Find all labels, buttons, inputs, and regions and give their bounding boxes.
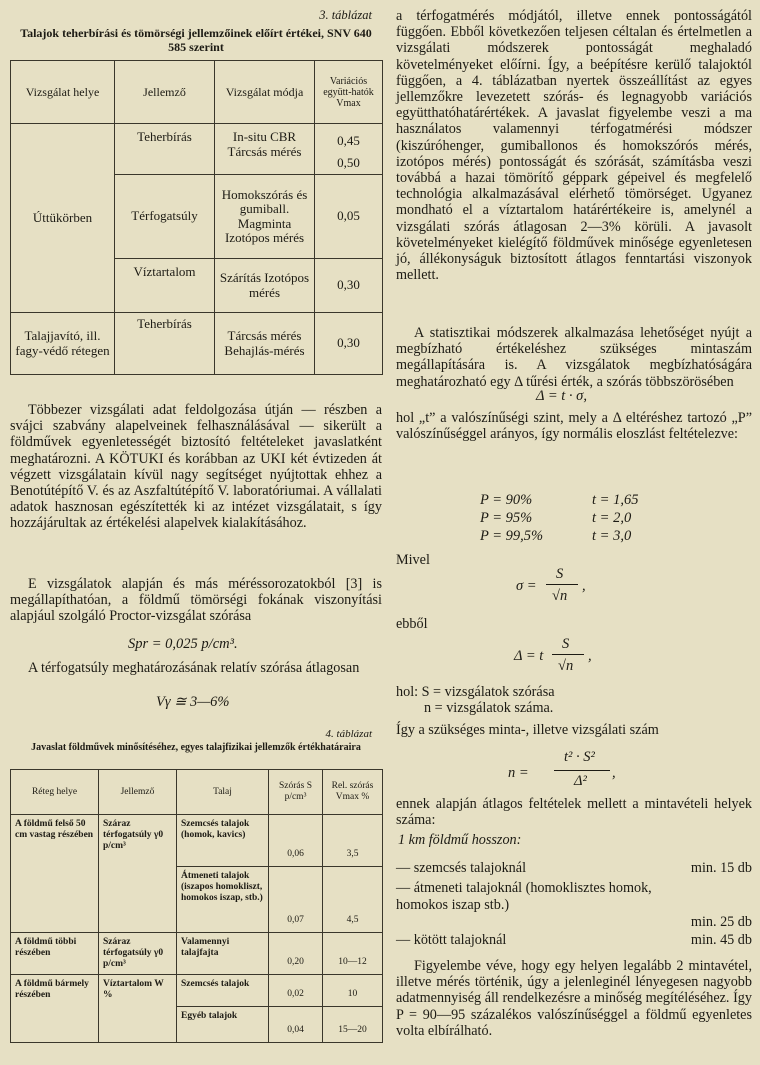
- table3-method: In-situ CBR Tárcsás mérés: [215, 124, 315, 175]
- n-end: ,: [612, 765, 616, 781]
- table4-characteristic: Száraz térfogatsúly γ0 p/cm³: [99, 815, 177, 933]
- probability-value: P = 99,5%: [480, 528, 544, 544]
- probability-value: P = 95%: [480, 510, 533, 526]
- equation-delta: Δ = t · σ,: [536, 388, 587, 404]
- label-ebbol: ebből: [396, 616, 428, 632]
- sigma-lhs: σ =: [516, 578, 537, 594]
- table-row: [11, 815, 383, 867]
- delta-numerator: S: [562, 636, 570, 652]
- table4-soil: Szemcsés talajok: [177, 975, 269, 1007]
- fraction-bar: [554, 770, 610, 771]
- table3-number: 3. táblázat: [319, 8, 372, 22]
- table3-value: 0,30: [315, 259, 383, 313]
- list-item-value: min. 25 db: [690, 914, 752, 930]
- table4-relative: 10: [323, 975, 383, 1007]
- table-row: [11, 975, 383, 1007]
- list-item: — kötött talajoknál: [396, 932, 507, 948]
- table4-layer: A földmű bármely részében: [11, 975, 99, 1043]
- sigma-end: ,: [582, 578, 586, 594]
- table3-value: 0,30: [315, 313, 383, 375]
- table3-value: 0,05: [315, 175, 383, 259]
- paragraph: Többezer vizsgálati adat feldolgozása útján — részben a svájci szabvány alapelveinek felhasználásával — sikerült a földművek egyenletességét biztosító feltételeket javaslatként meghatározni. A KÖTUKI és korábban az UKI két évtizeden át végzett vizsgálatain kívül nagy segítséget nyújtottak ehhez a Benotútépítő V. és az Aszfaltútépítő V. laboratóriumai. A vállalati adatok hasznosan egészítették ki az intézet vizsgálatait, s így hozzájárultak az értékelési alapelvek kialakításához.: [10, 402, 382, 532]
- table4-relative: 4,5: [323, 867, 383, 933]
- table4-deviation: 0,20: [269, 933, 323, 975]
- table3-characteristic: Teherbírás: [115, 313, 215, 375]
- delta-end: ,: [588, 648, 592, 664]
- paragraph: hol „t” a valószínűségi szint, mely a Δ eltéréshez tartozó „P” valószínűséggel arányos, így normális eloszlást feltételezve:: [396, 410, 752, 443]
- table3-header: Variációs együtt-hatók Vmax: [315, 61, 383, 124]
- paragraph: a térfogatmérés módjától, illetve ennek pontosságától függően. Ebből következően teljesen céltalan és értelmetlen a vizsgálati módszerek pontosságát meghaladó követelményeket előírni. Így, a beépítésre kerülő talajoktól függően, a 4. táblázatban nyertek összeállítást az egyes jellemzőkre levezetett szórás- és legnagyobb variációs együtthatóhatárértékek. A javaslat figyelembe veszi a ma használatos valamennyi térfogatmérési módszer (kiszúróhenger, gumiballonos és homokszórós mérés, izotópos mérés) pontosságát és szórását, számításba veszi továbbá a hazai tömörítő géppark gépeivel és megfelelő technológia alkalmazásával elérhető tömörséget. Ugyanez mondható el a víztartalom határértékeire is, amelynél a vizsgálati szórás átlagosan 2—3% körüli. A javasolt követelményeket kielégítő földművek minősége egyenletesen jó, állékonyságuk biztosított átlagos fenntartási viszonyok mellett.: [396, 8, 752, 284]
- list-item-value: min. 15 db: [690, 860, 752, 876]
- delta-lhs: Δ = t: [514, 648, 544, 664]
- fraction-bar: [546, 584, 578, 585]
- table4-deviation: 0,04: [269, 1007, 323, 1043]
- list-item: — átmeneti talajoknál (homoklisztes homok, homokos iszap stb.): [396, 880, 652, 913]
- label-mivel: Mivel: [396, 552, 430, 568]
- fraction-bar: [552, 654, 584, 655]
- table3-method: Tárcsás mérés Behajlás-mérés: [215, 313, 315, 375]
- sigma-numerator: S: [556, 566, 564, 582]
- table4-soil: Szemcsés talajok (homok, kavics): [177, 815, 269, 867]
- table4-relative: 10—12: [323, 933, 383, 975]
- table3-characteristic: Víztartalom: [115, 259, 215, 313]
- table-row: [11, 933, 383, 975]
- table3-value-1: 0,45: [337, 133, 360, 148]
- t-value: t = 2,0: [592, 510, 632, 526]
- n-denominator: Δ²: [574, 773, 587, 789]
- table3: [10, 60, 383, 375]
- table4-header: Szórás S p/cm³: [269, 770, 323, 815]
- table3-header: Vizsgálat módja: [215, 61, 315, 124]
- table-row: [11, 124, 383, 175]
- table3-header: Jellemző: [115, 61, 215, 124]
- n-numerator: t² · S²: [564, 749, 595, 765]
- table3-characteristic: Teherbírás: [115, 124, 215, 175]
- table4-header: Jellemző: [99, 770, 177, 815]
- equation-proctor: Spr = 0,025 p/cm³.: [128, 636, 238, 652]
- t-value: t = 3,0: [592, 528, 632, 544]
- table3-characteristic: Térfogatsúly: [115, 175, 215, 259]
- paragraph: Figyelembe véve, hogy egy helyen legalább 2 mintavétel, illetve mérés történik, úgy a jelenleginél lényegesen nagyobb adatmennyiség áll rendelkezésre a minőség megítéléséhez. Így P = 90—95 százalékos valószínűséggel a földmű egyenletes volta elbírálható.: [396, 958, 752, 1039]
- delta-denominator: √n: [558, 658, 574, 674]
- list-item-value: min. 45 db: [690, 932, 752, 948]
- table3-title: Talajok teherbírási és tömörségi jellemzőinek előírt értékei, SNV 640 585 szerint: [20, 26, 372, 54]
- table3-header-row: [11, 61, 383, 124]
- table4-soil: Valamennyi talajfajta: [177, 933, 269, 975]
- section-heading: 1 km földmű hosszon:: [398, 832, 522, 848]
- table4-header: Réteg helye: [11, 770, 99, 815]
- sigma-denominator: √n: [552, 588, 568, 604]
- table4-characteristic: Víztartalom W %: [99, 975, 177, 1043]
- table4-header: Talaj: [177, 770, 269, 815]
- paragraph: E vizsgálatok alapján és más méréssorozatokból [3] is megállapíthatóan, a földmű tömörségi fokának viszonyítási alapjául szolgáló Proctor-vizsgálat szórása: [10, 576, 382, 625]
- table4-relative: 15—20: [323, 1007, 383, 1043]
- n-lhs: n =: [508, 765, 529, 781]
- paragraph: ennek alapján átlagos feltételek mellett a mintavételi helyek száma:: [396, 796, 752, 829]
- table4-header: Rel. szórás Vmax %: [323, 770, 383, 815]
- table-row: [11, 313, 383, 375]
- table3-method: Homokszórás és gumiball. Magminta Izotópos mérés: [215, 175, 315, 259]
- table3-method: Szárítás Izotópos mérés: [215, 259, 315, 313]
- equation-variation: Vγ ≅ 3—6%: [156, 694, 230, 710]
- table4-title: Javaslat földművek minősítéséhez, egyes talajfizikai jellemzők értékhatáraira: [31, 742, 361, 753]
- probability-value: P = 90%: [480, 492, 533, 508]
- paragraph: A statisztikai módszerek alkalmazása lehetőséget nyújt a megbízható értékeléshez szükséges mintaszám megállapítására is. A vizsgálatok megbízhatóságára meghatározható egy Δ tűrési érték, a szórás többszörösében: [396, 325, 752, 390]
- table4: [10, 769, 383, 1043]
- table4-layer: A földmű felső 50 cm vastag részében: [11, 815, 99, 933]
- table3-header: Vizsgálat helye: [11, 61, 115, 124]
- table4-deviation: 0,07: [269, 867, 323, 933]
- table4-deviation: 0,06: [269, 815, 323, 867]
- table4-characteristic: Száraz térfogatsúly γ0 p/cm³: [99, 933, 177, 975]
- table3-place: Talajjavító, ill. fagy-védő rétegen: [11, 313, 115, 375]
- definition-n: n = vizsgálatok száma.: [424, 700, 554, 716]
- table4-header-row: [11, 770, 383, 815]
- table3-value-2: 0,50: [337, 155, 360, 170]
- table4-deviation: 0,02: [269, 975, 323, 1007]
- definition-s: hol: S = vizsgálatok szórása: [396, 684, 555, 700]
- table4-layer: A földmű többi részében: [11, 933, 99, 975]
- list-item: — szemcsés talajoknál: [396, 860, 527, 876]
- table4-relative: 3,5: [323, 815, 383, 867]
- table3-place: Úttükörben: [11, 124, 115, 313]
- table4-number: 4. táblázat: [325, 728, 372, 740]
- table3-value: [315, 124, 383, 175]
- paragraph: Így a szükséges minta-, illetve vizsgálati szám: [396, 722, 659, 738]
- table4-soil: Átmeneti talajok (iszapos homokliszt, homokos iszap, stb.): [177, 867, 269, 933]
- paragraph: A térfogatsúly meghatározásának relatív szórása átlagosan: [28, 660, 360, 676]
- t-value: t = 1,65: [592, 492, 639, 508]
- table4-soil: Egyéb talajok: [177, 1007, 269, 1043]
